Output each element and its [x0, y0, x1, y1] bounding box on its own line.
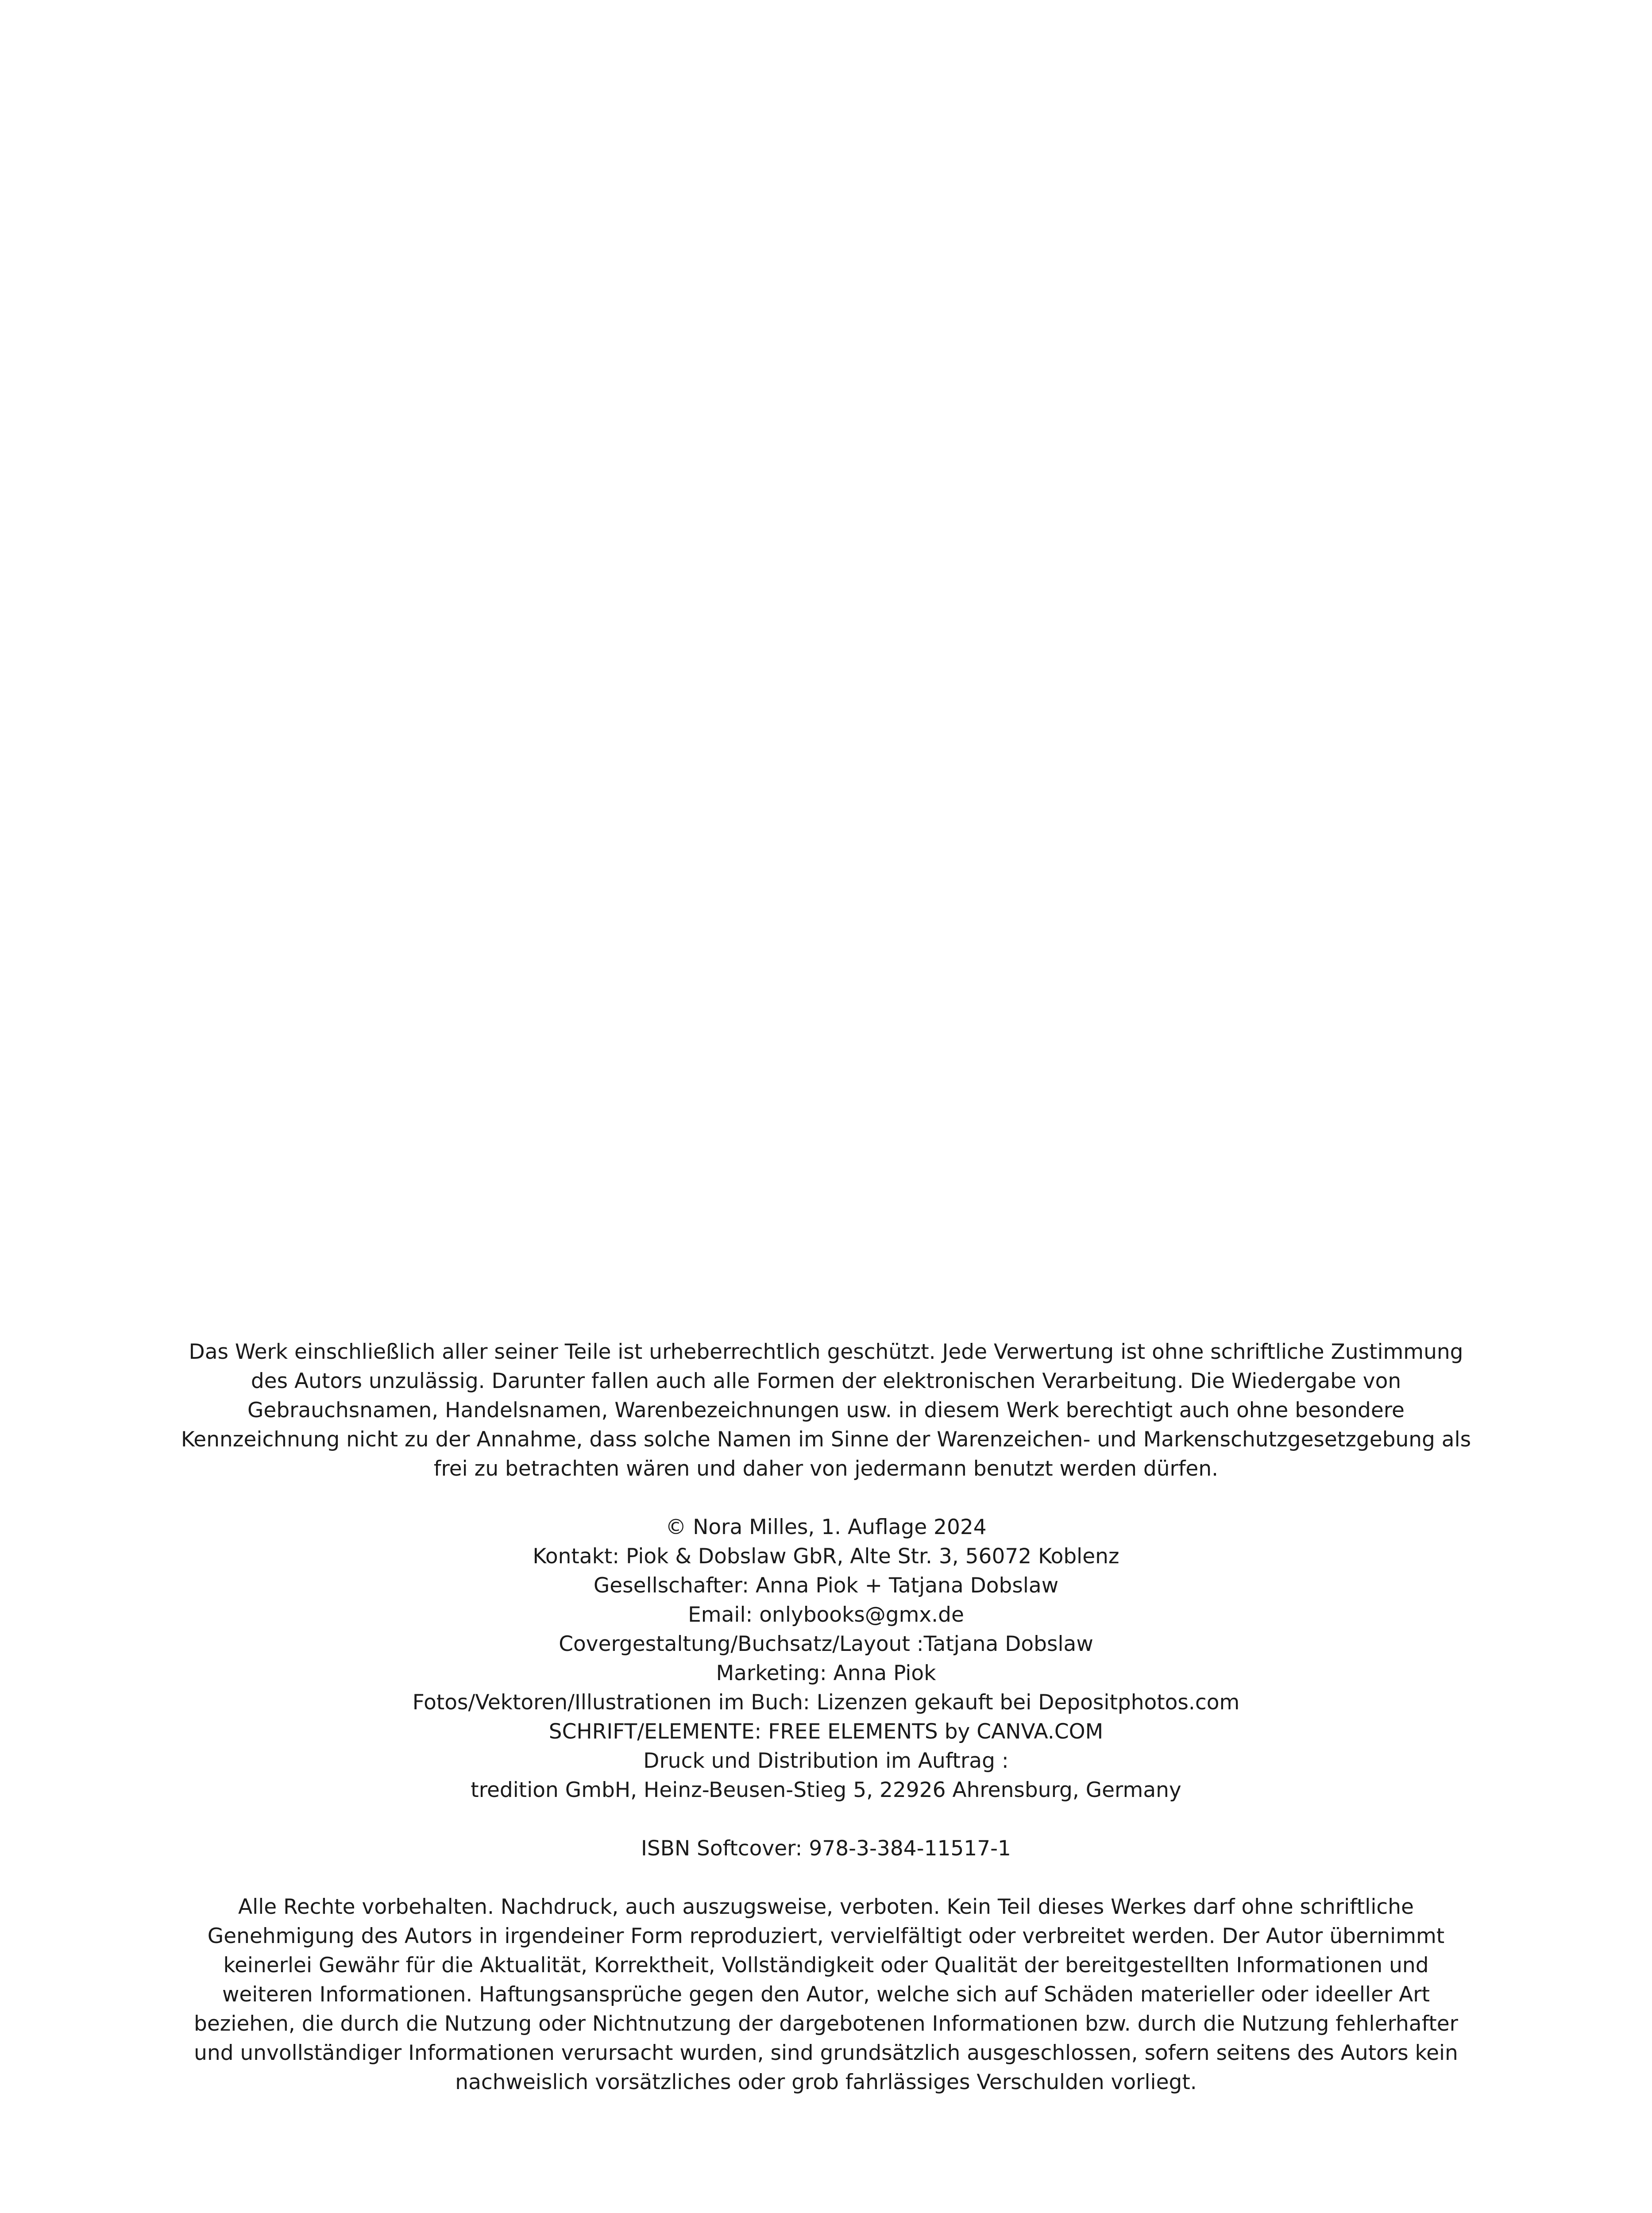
copyright-line: © Nora Milles, 1. Auflage 2024 [665, 1515, 987, 1539]
isbn-line: ISBN Softcover: 978-3-384-11517-1 [641, 1836, 1011, 1861]
copyright-notice-line: Gebrauchsnamen, Handelsnamen, Warenbezeichnungen usw. in diesem Werk berechtigt auch ohne besondere [247, 1398, 1405, 1423]
rights-line: keinerlei Gewähr für die Aktualität, Korrektheit, Vollständigkeit oder Qualität der bereitgestellten Informationen und [223, 1953, 1429, 1978]
imprint-block [0, 1338, 1652, 2097]
distribution-line: Druck und Distribution im Auftrag : [643, 1749, 1009, 1773]
contact-line: Kontakt: Piok & Dobslaw GbR, Alte Str. 3, 56072 Koblenz [533, 1544, 1119, 1569]
partners-line: Gesellschafter: Anna Piok + Tatjana Dobslaw [593, 1573, 1059, 1598]
email-line: Email: onlybooks@gmx.de [688, 1603, 964, 1627]
copyright-notice-line: Kennzeichnung nicht zu der Annahme, dass solche Namen im Sinne der Warenzeichen- und Markenschutzgesetzgebung als [181, 1427, 1471, 1452]
isbn-section [0, 1834, 1652, 1863]
layout-credit-line: Covergestaltung/Buchsatz/Layout :Tatjana Dobslaw [559, 1632, 1093, 1656]
rights-line: beziehen, die durch die Nutzung oder Nichtnutzung der dargebotenen Informationen bzw. durch die Nutzung fehlerhafter [193, 2012, 1458, 2036]
rights-line: nachweislich vorsätzliches oder grob fahrlässiges Verschulden vorliegt. [455, 2070, 1197, 2094]
rights-line: Alle Rechte vorbehalten. Nachdruck, auch auszugsweise, verboten. Kein Teil dieses Werkes darf ohne schriftliche [238, 1895, 1414, 1919]
rights-line: weiteren Informationen. Haftungsansprüche gegen den Autor, welche sich auf Schäden materieller oder ideeller Art [222, 1982, 1430, 2007]
publisher-info [0, 1513, 1652, 1805]
spacer [0, 1484, 1652, 1513]
copyright-notice [0, 1338, 1652, 1484]
spacer [0, 1863, 1652, 1893]
copyright-notice-line: des Autors unzulässig. Darunter fallen auch alle Formen der elektronischen Verarbeitung. Die Wiedergabe von [251, 1369, 1401, 1393]
rights-reserved [0, 1893, 1652, 2097]
copyright-notice-line: frei zu betrachten wären und daher von jedermann benutzt werden dürfen. [433, 1457, 1219, 1481]
distributor-address-line: tredition GmbH, Heinz-Beusen-Stieg 5, 22926 Ahrensburg, Germany [471, 1778, 1181, 1802]
image-license-line: Fotos/Vektoren/Illustrationen im Buch: Lizenzen gekauft bei Depositphotos.com [412, 1690, 1240, 1715]
copyright-notice-line: Das Werk einschließlich aller seiner Teile ist urheberrechtlich geschützt. Jede Verwertung ist ohne schriftliche Zustimmung [189, 1340, 1463, 1364]
marketing-credit-line: Marketing: Anna Piok [716, 1661, 936, 1685]
spacer [0, 1805, 1652, 1834]
rights-line: und unvollständiger Informationen verursacht wurden, sind grundsätzlich ausgeschlossen, sofern seitens des Autors kein [194, 2041, 1458, 2065]
font-credit-line: SCHRIFT/ELEMENTE: FREE ELEMENTS by CANVA.COM [548, 1720, 1104, 1744]
rights-line: Genehmigung des Autors in irgendeiner Form reproduziert, vervielfältigt oder verbreitet werden. Der Autor übernimmt [207, 1924, 1445, 1948]
